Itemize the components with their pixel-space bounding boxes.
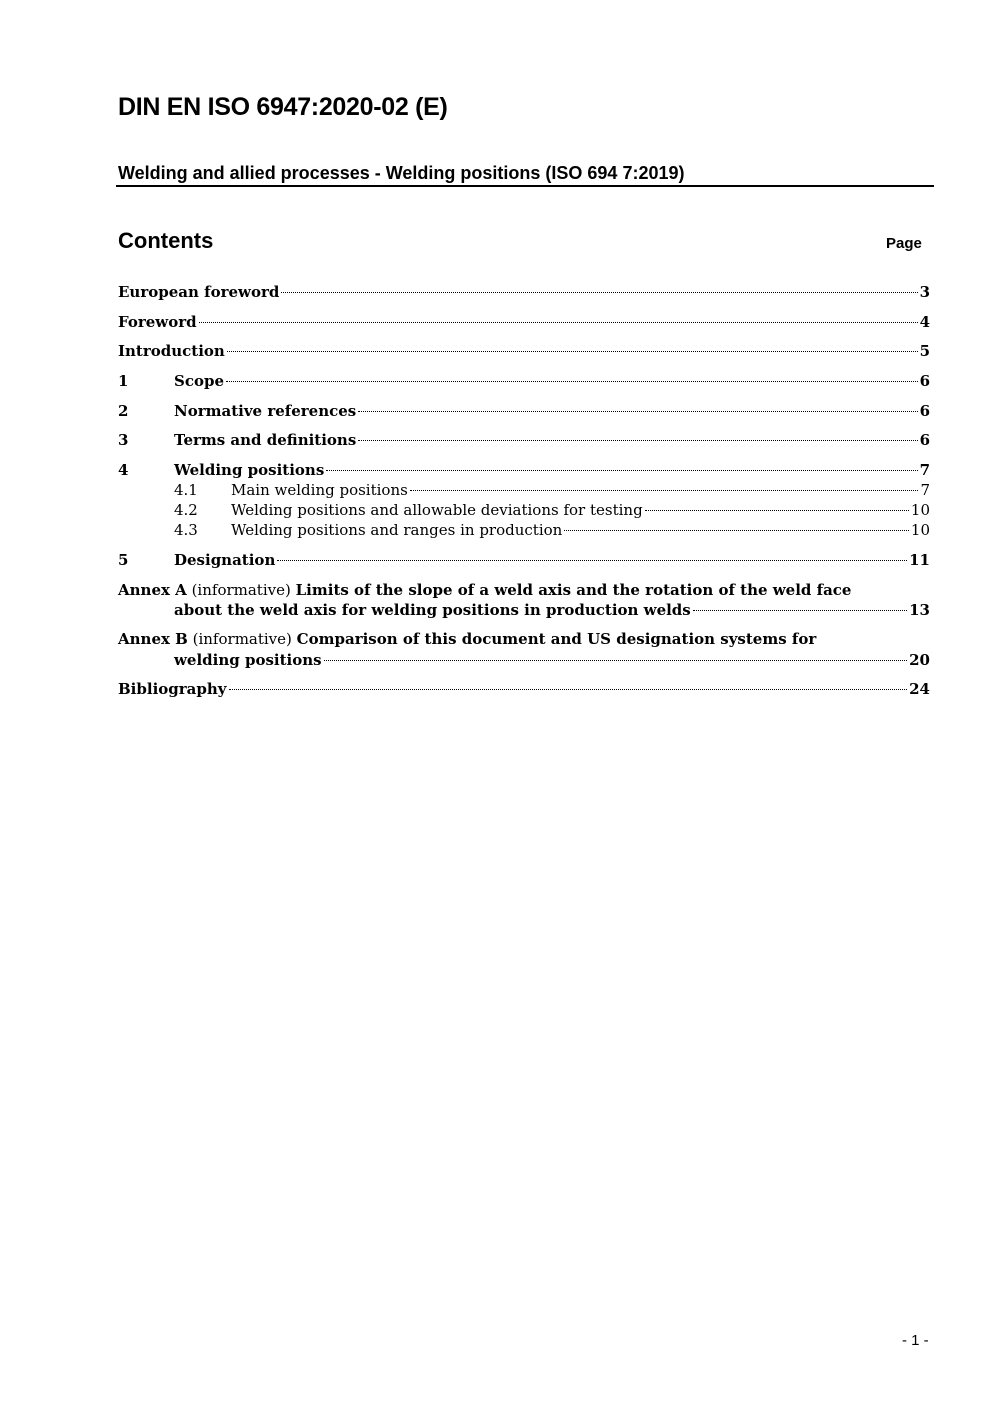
toc-entry-label: Foreword xyxy=(118,313,197,331)
toc-page-number: 3 xyxy=(919,283,930,301)
toc-entry-ranges-in-production[interactable] xyxy=(174,521,930,541)
toc-entry-bibliography[interactable] xyxy=(118,680,930,700)
toc-leader-dots xyxy=(324,660,908,661)
toc-leader-dots xyxy=(645,510,909,511)
document-subtitle: Welding and allied processes - Welding positions (ISO 694 7:2019) xyxy=(118,163,685,183)
toc-leader-dots xyxy=(410,490,919,491)
toc-entry-label: European foreword xyxy=(118,283,280,301)
toc-page-number: 24 xyxy=(909,680,930,698)
toc-section-number: 3 xyxy=(118,431,129,449)
toc-leader-dots xyxy=(564,530,909,531)
toc-entry-allowable-deviations[interactable] xyxy=(174,501,930,521)
toc-entry-label: Main welding positions xyxy=(231,481,408,499)
toc-leader-dots xyxy=(277,560,907,561)
toc-page-number: 6 xyxy=(919,372,930,390)
toc-entry-normative-references[interactable] xyxy=(118,402,930,422)
toc-entry-label: Introduction xyxy=(118,342,225,360)
toc-entry-welding-positions[interactable] xyxy=(118,461,930,481)
subtitle-block xyxy=(116,163,934,187)
annex-type: (informative) xyxy=(191,581,291,599)
toc-entry-annex-b-continued[interactable] xyxy=(174,651,930,671)
toc-section-number: 4.3 xyxy=(174,521,198,539)
toc-entry-annex-a-continued[interactable] xyxy=(174,601,930,621)
toc-entry-main-welding-positions[interactable] xyxy=(174,481,930,501)
toc-section-number: 4.2 xyxy=(174,501,198,519)
toc-entry-annex-b[interactable] xyxy=(118,630,816,648)
annex-title-line2: welding positions xyxy=(174,651,322,669)
toc-page-number: 6 xyxy=(919,431,930,449)
toc-page-number: 7 xyxy=(919,461,930,479)
toc-entry-label: Scope xyxy=(174,372,225,390)
toc-entry-label: Welding positions and ranges in production xyxy=(231,521,563,539)
toc-entry-label: Terms and definitions xyxy=(174,431,357,449)
toc-page-number: 10 xyxy=(910,501,930,519)
toc-leader-dots xyxy=(229,689,908,690)
toc-entry-label: Designation xyxy=(174,551,276,569)
toc-page-number: 5 xyxy=(919,342,930,360)
toc-leader-dots xyxy=(227,351,918,352)
toc-page-number: 6 xyxy=(919,402,930,420)
toc-section-number: 4.1 xyxy=(174,481,198,499)
toc-page-number: 7 xyxy=(920,481,930,499)
toc-entry-designation[interactable] xyxy=(118,551,930,571)
annex-title-line1: Comparison of this document and US designation systems for xyxy=(296,630,817,648)
toc-section-number: 4 xyxy=(118,461,129,479)
toc-leader-dots xyxy=(358,440,917,441)
toc-section-number: 1 xyxy=(118,372,129,390)
toc-entry-foreword[interactable] xyxy=(118,313,930,333)
toc-entry-scope[interactable] xyxy=(118,372,930,392)
toc-leader-dots xyxy=(226,381,918,382)
document-title: DIN EN ISO 6947:2020-02 (E) xyxy=(118,93,448,121)
toc-entry-label: Bibliography xyxy=(118,680,227,698)
toc-leader-dots xyxy=(199,322,918,323)
annex-title-line1: Limits of the slope of a weld axis and the rotation of the weld face xyxy=(295,581,852,599)
toc-section-number: 5 xyxy=(118,551,129,569)
toc-leader-dots xyxy=(326,470,917,471)
toc-entry-label: Welding positions and allowable deviations for testing xyxy=(231,501,643,519)
toc-leader-dots xyxy=(693,610,907,611)
toc-section-number: 2 xyxy=(118,402,129,420)
footer-page-number: - 1 - xyxy=(902,1332,929,1349)
toc-page-number: 11 xyxy=(909,551,930,569)
toc-page-number: 4 xyxy=(919,313,930,331)
annex-type: (informative) xyxy=(192,630,292,648)
toc-page-number: 13 xyxy=(909,601,930,619)
page-column-label: Page xyxy=(886,235,922,252)
annex-label: Annex B xyxy=(118,630,188,648)
toc-entry-european-foreword[interactable] xyxy=(118,283,930,303)
annex-label: Annex A xyxy=(118,581,187,599)
toc-page-number: 20 xyxy=(909,651,930,669)
toc-entry-introduction[interactable] xyxy=(118,342,930,362)
toc-entry-label: Normative references xyxy=(174,402,357,420)
annex-title-line2: about the weld axis for welding positions in production welds xyxy=(174,601,691,619)
toc-page-number: 10 xyxy=(910,521,930,539)
toc-entry-terms-definitions[interactable] xyxy=(118,431,930,451)
toc-leader-dots xyxy=(281,292,917,293)
toc-entry-label: Welding positions xyxy=(174,461,325,479)
contents-heading: Contents xyxy=(118,228,214,253)
toc-entry-annex-a[interactable] xyxy=(118,581,851,599)
toc-leader-dots xyxy=(358,411,917,412)
